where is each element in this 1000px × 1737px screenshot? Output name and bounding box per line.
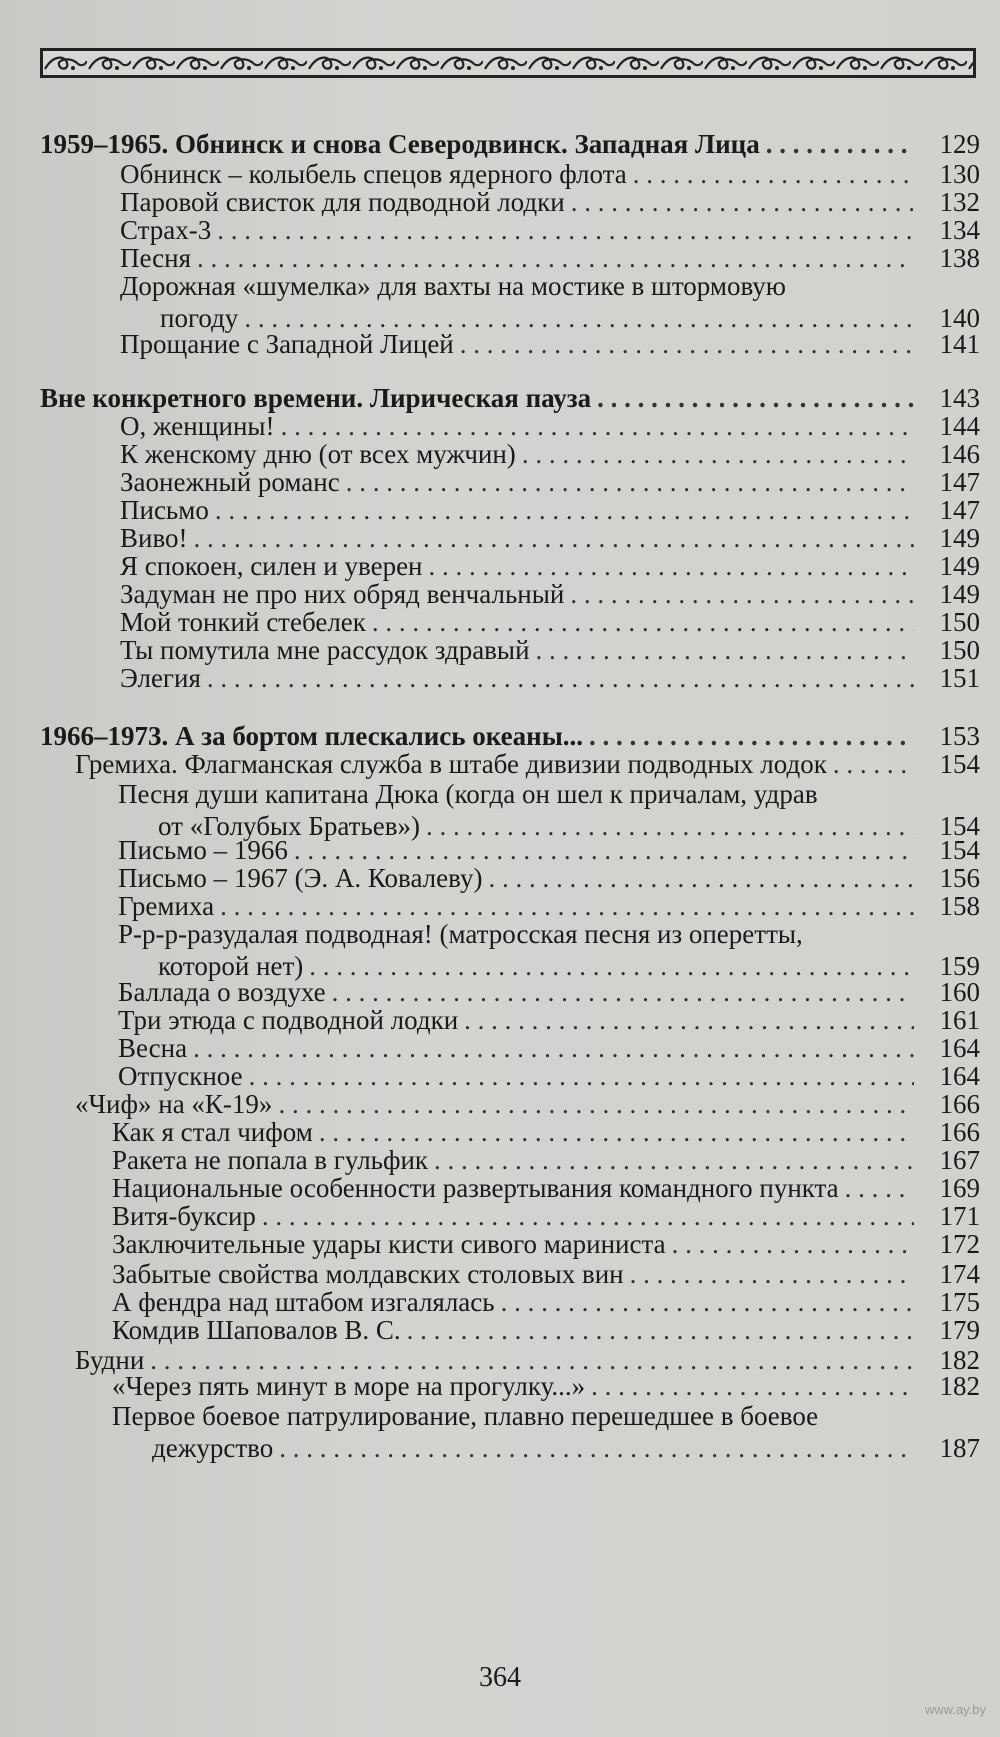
toc-entry-title: Гремиха. Флагманская служба в штабе дивизии подводных лодок [75, 749, 827, 779]
toc-entry-page: 175 [939, 1287, 980, 1317]
toc-entry-title: Задуман не про них обряд венчальный [120, 579, 565, 609]
toc-entry-title: О, женщины! [120, 411, 275, 441]
toc-entry-page: 182 [939, 1345, 980, 1375]
toc-entry [75, 748, 980, 780]
toc-entry-page: 150 [939, 607, 980, 637]
toc-entry-page: 156 [939, 863, 980, 893]
toc-entry-page: 154 [939, 835, 980, 865]
toc-entry-page: 167 [939, 1145, 980, 1175]
toc-entry-title: Первое боевое патрулирование, плавно перешедшее в боевое [112, 1401, 819, 1431]
toc-entry-page: 171 [939, 1201, 980, 1231]
toc-entry-title: А фендра над штабом изгалялась [112, 1287, 495, 1317]
toc-entry-title-continuation: дежурство [152, 1433, 274, 1463]
toc-entry [40, 128, 980, 160]
toc-entry-title: Ракета не попала в гульфик [112, 1145, 429, 1175]
toc-entry-title: Я спокоен, силен и уверен [120, 551, 423, 581]
toc-entry [112, 1400, 980, 1464]
toc-entry-page: 164 [939, 1033, 980, 1063]
toc-entry-page: 132 [939, 187, 980, 217]
toc-entry-title: Песня души капитана Дюка (когда он шел к причалам, удрав [118, 779, 818, 809]
toc-entry-page: 141 [939, 329, 980, 359]
toc-entry-title: «Чиф» на «К-19» [75, 1089, 273, 1119]
toc-entry-title: Прощание с Западной Лицей [120, 329, 454, 359]
toc-entry-title: Заонежный романс [120, 467, 340, 497]
toc-entry-page: 130 [939, 159, 980, 189]
dot-leader [407, 1314, 914, 1346]
toc-entry-page: 149 [939, 523, 980, 553]
toc-entry-title: Три этюда с подводной лодки [118, 1005, 459, 1035]
toc-entry-title: Песня [120, 243, 192, 273]
dot-leader [460, 328, 914, 360]
toc-entry [120, 270, 980, 334]
toc-entry-title: Будни [75, 1345, 145, 1375]
toc-entry-page: 149 [939, 551, 980, 581]
toc-entry-page: 174 [939, 1259, 980, 1289]
toc-entry-title-continuation: от «Голубых Братьев») [158, 811, 420, 841]
dot-leader [279, 1432, 914, 1464]
toc-entry-title: Баллада о воздухе [118, 977, 326, 1007]
toc-entry-title: Забытые свойства молдавских столовых вин [112, 1259, 624, 1289]
toc-entry-title: Как я стал чифом [112, 1117, 313, 1147]
toc-entry-page: 164 [939, 1061, 980, 1091]
toc-entry-page: 153 [939, 721, 980, 751]
toc-entry-title: Весна [118, 1033, 188, 1063]
toc-entry-page: 129 [939, 129, 980, 159]
toc-entry [112, 1370, 980, 1402]
toc-entry-title: Дорожная «шумелка» для вахты на мостике в штормовую [120, 271, 786, 301]
toc-entry-title: Письмо – 1966 [118, 835, 288, 865]
dot-leader [672, 1228, 914, 1260]
toc-entry-page: 149 [939, 579, 980, 609]
toc-entry-page: 182 [939, 1371, 980, 1401]
toc-entry-title: Страх-3 [120, 215, 212, 245]
toc-entry-page: 159 [939, 951, 980, 981]
toc-entry-title: Письмо [120, 495, 209, 525]
toc-entry-title: Заключительные удары кисти сивого мариниста [112, 1229, 666, 1259]
toc-entry-page: 147 [939, 495, 980, 525]
toc-entry-title: Мой тонкий стебелек [120, 607, 366, 637]
toc-entry-title: Гремиха [118, 891, 215, 921]
toc-entry-title: Виво! [120, 523, 188, 553]
toc-entry-title: «Через пять минут в море на прогулку...» [112, 1371, 586, 1401]
toc-entry-page: 187 [939, 1433, 980, 1463]
toc-entry-page: 169 [939, 1173, 980, 1203]
toc-entry-page: 154 [939, 749, 980, 779]
toc-entry-page: 166 [939, 1117, 980, 1147]
toc-entry-page: 160 [939, 977, 980, 1007]
toc-entry-title-continuation: которой нет) [158, 951, 304, 981]
toc-entry-page: 147 [939, 467, 980, 497]
toc-entry-page: 179 [939, 1315, 980, 1345]
toc-entry [112, 1228, 980, 1260]
toc-entry-title: Элегия [120, 663, 201, 693]
toc-entry-title: Витя-буксир [112, 1201, 256, 1231]
watermark: www.ay.by [924, 1702, 986, 1717]
toc-entry-page: 154 [939, 811, 980, 841]
dot-leader [766, 128, 914, 160]
ornament-pattern-icon [43, 51, 973, 75]
toc-entry-title: 1959–1965. Обнинск и снова Северодвинск. Западная Лица [40, 129, 760, 159]
toc-entry-title: Вне конкретного времени. Лирическая пауза [40, 383, 592, 413]
toc-entry-page: 172 [939, 1229, 980, 1259]
toc-entry-page: 138 [939, 243, 980, 273]
toc-entry [120, 662, 980, 694]
ornament-border [40, 48, 976, 78]
toc-entry-page: 134 [939, 215, 980, 245]
toc-entry-title: Письмо – 1967 (Э. А. Ковалеву) [118, 863, 483, 893]
toc-entry-title: Обнинск – колыбель спецов ядерного флота [120, 159, 627, 189]
dot-leader [833, 748, 914, 780]
toc-entry-title: Паровой свисток для подводной лодки [120, 187, 565, 217]
toc-entry-page: 146 [939, 439, 980, 469]
toc-entry [120, 328, 980, 360]
toc-entry-page: 166 [939, 1089, 980, 1119]
dot-leader [207, 662, 914, 694]
dot-leader [591, 1370, 914, 1402]
toc-entry-page: 158 [939, 891, 980, 921]
toc-entry [118, 778, 980, 842]
toc-entry-title-continuation: погоду [160, 303, 239, 333]
toc-entry [118, 918, 980, 982]
page-number: 364 [479, 1662, 521, 1693]
toc-entry-title: Р-р-р-разудалая подводная! (матросская песня из оперетты, [118, 919, 803, 949]
toc-entry-title: Отпускное [118, 1061, 243, 1091]
toc-entry-page: 151 [939, 663, 980, 693]
toc-entry-title: К женскому дню (от всех мужчин) [120, 439, 516, 469]
toc-entry-page: 144 [939, 411, 980, 441]
toc-entry-title: 1966–1973. А за бортом плескались океаны... [40, 721, 584, 751]
toc-entry-page: 140 [939, 303, 980, 333]
toc-entry-page: 161 [939, 1005, 980, 1035]
toc-entry-title: Комдив Шаповалов В. С. [112, 1315, 401, 1345]
toc-entry-page: 143 [939, 383, 980, 413]
toc-entry-title: Ты помутила мне рассудок здравый [120, 635, 530, 665]
toc-entry-title: Национальные особенности развертывания командного пункта [112, 1173, 839, 1203]
toc-entry [112, 1314, 980, 1346]
toc-entry-page: 150 [939, 635, 980, 665]
